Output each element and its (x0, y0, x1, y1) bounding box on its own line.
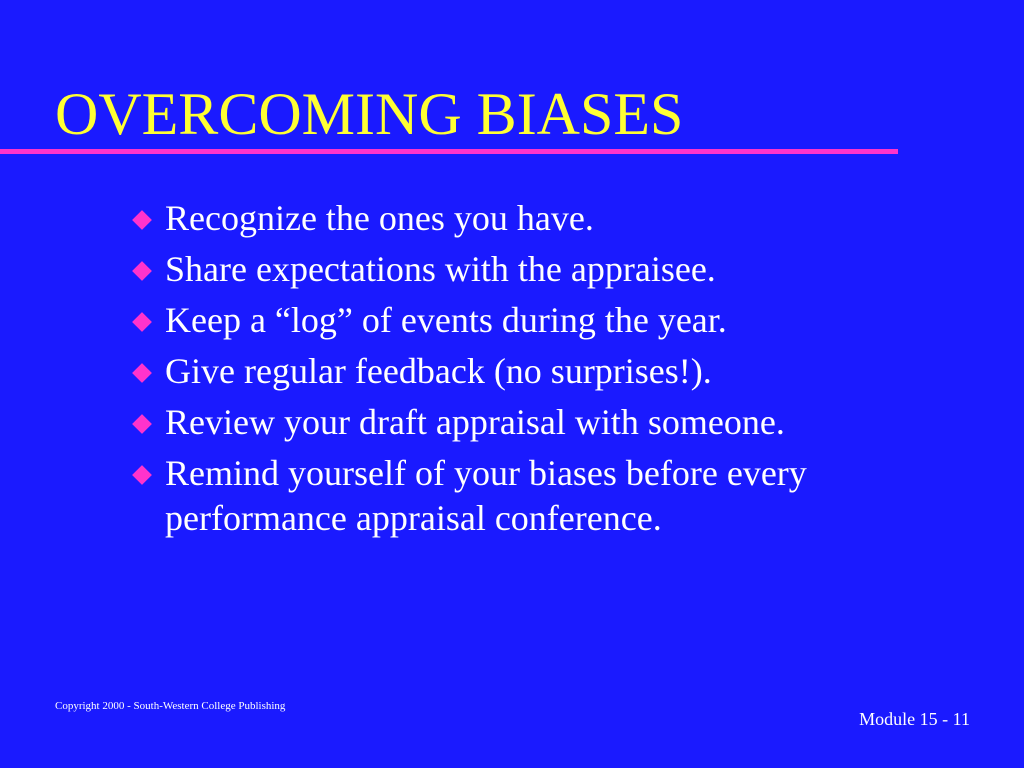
copyright-footer: Copyright 2000 - South-Western College Publishing (55, 700, 286, 712)
bullet-text: Remind yourself of your biases before every performance appraisal conference. (165, 453, 807, 538)
diamond-bullet-icon (132, 312, 152, 332)
bullet-list (128, 196, 998, 547)
bullet-item (128, 196, 998, 241)
diamond-bullet-icon (132, 210, 152, 230)
diamond-bullet-icon (132, 363, 152, 383)
bullet-item (128, 349, 998, 394)
slide-title: OVERCOMING BIASES (55, 81, 684, 147)
bullet-item (128, 298, 998, 343)
diamond-bullet-icon (132, 414, 152, 434)
bullet-text: Give regular feedback (no surprises!). (165, 351, 712, 391)
diamond-bullet-icon (132, 261, 152, 281)
bullet-item (128, 400, 998, 445)
slide-number: Module 15 - 11 (859, 709, 970, 729)
bullet-text: Recognize the ones you have. (165, 198, 594, 238)
diamond-bullet-icon (132, 465, 152, 485)
bullet-text: Review your draft appraisal with someone. (165, 402, 785, 442)
bullet-text: Share expectations with the appraisee. (165, 249, 716, 289)
bullet-item (128, 247, 998, 292)
bullet-text: Keep a “log” of events during the year. (165, 300, 727, 340)
bullet-item (128, 451, 975, 541)
title-underline (0, 149, 898, 154)
